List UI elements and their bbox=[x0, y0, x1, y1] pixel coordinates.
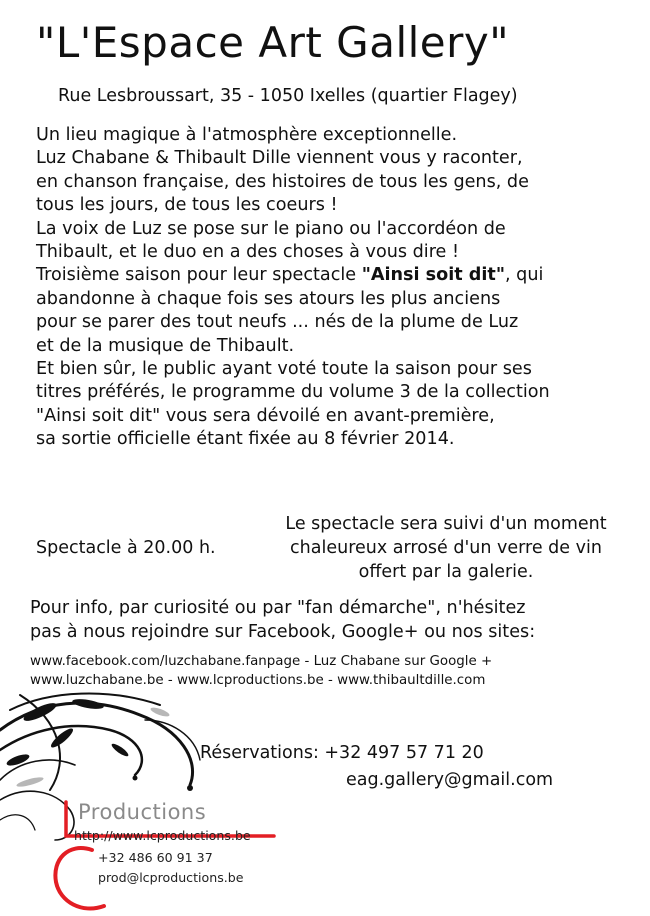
description-line bbox=[36, 264, 646, 287]
reservation-phone: Réservations: +32 497 57 71 20 bbox=[200, 743, 484, 763]
info-text bbox=[30, 596, 535, 644]
description-line: La voix de Luz se pose sur le piano ou l'accordéon de bbox=[36, 218, 506, 239]
description-text: , qui bbox=[505, 265, 544, 286]
show-name: "Ainsi soit dit" bbox=[361, 265, 505, 286]
description-line: tous les jours, de tous les coeurs ! bbox=[36, 195, 338, 216]
reservation-email[interactable]: eag.gallery@gmail.com bbox=[346, 770, 554, 790]
info-line: pas à nous rejoindre sur Facebook, Google+ ou nos sites: bbox=[30, 622, 536, 642]
website-links bbox=[30, 652, 492, 690]
logo-email[interactable]: prod@lcproductions.be bbox=[98, 870, 244, 885]
followup-note bbox=[256, 512, 636, 584]
description-line: Et bien sûr, le public ayant voté toute la saison pour ses bbox=[36, 359, 532, 380]
logo-phone: +32 486 60 91 37 bbox=[98, 850, 213, 865]
description-line: titres préférés, le programme du volume 3 de la collection bbox=[36, 382, 550, 403]
show-time: Spectacle à 20.00 h. bbox=[36, 538, 216, 558]
reservations bbox=[200, 740, 553, 794]
followup-line: offert par la galerie. bbox=[358, 562, 534, 582]
link-line[interactable]: www.luzchabane.be - www.lcproductions.be - www.thibaultdille.com bbox=[30, 673, 486, 688]
description-line: abandonne à chaque fois ses atours les plus anciens bbox=[36, 288, 501, 309]
c-letter-icon bbox=[55, 848, 104, 908]
info-line: Pour info, par curiosité ou par "fan démarche", n'hésitez bbox=[30, 598, 526, 618]
description-line: pour se parer des tout neufs ... nés de la plume de Luz bbox=[36, 312, 519, 333]
description-line: Un lieu magique à l'atmosphère exceptionnelle. bbox=[36, 125, 458, 145]
description-line: sa sortie officielle étant fixée au 8 février 2014. bbox=[36, 429, 455, 450]
event-description bbox=[36, 124, 646, 452]
link-line[interactable]: www.facebook.com/luzchabane.fanpage - Luz Chabane sur Google + bbox=[30, 654, 493, 669]
followup-line: chaleureux arrosé d'un verre de vin bbox=[290, 538, 602, 558]
description-line: Thibault, et le duo en a des choses à vous dire ! bbox=[36, 242, 460, 263]
description-line: en chanson française, des histoires de tous les gens, de bbox=[36, 171, 529, 192]
description-line: Luz Chabane & Thibault Dille viennent vous y raconter, bbox=[36, 148, 523, 169]
description-text: Troisième saison pour leur spectacle bbox=[36, 265, 362, 286]
logo-url[interactable]: http://www.lcproductions.be bbox=[74, 828, 251, 843]
page-title: "L'Espace Art Gallery" bbox=[36, 18, 510, 67]
gallery-address: Rue Lesbroussart, 35 - 1050 Ixelles (quartier Flagey) bbox=[58, 86, 518, 106]
logo-name: Productions bbox=[78, 800, 207, 824]
description-line: et de la musique de Thibault. bbox=[36, 335, 295, 356]
followup-line: Le spectacle sera suivi d'un moment bbox=[285, 514, 607, 534]
description-line: "Ainsi soit dit" vous sera dévoilé en avant-première, bbox=[36, 405, 495, 426]
